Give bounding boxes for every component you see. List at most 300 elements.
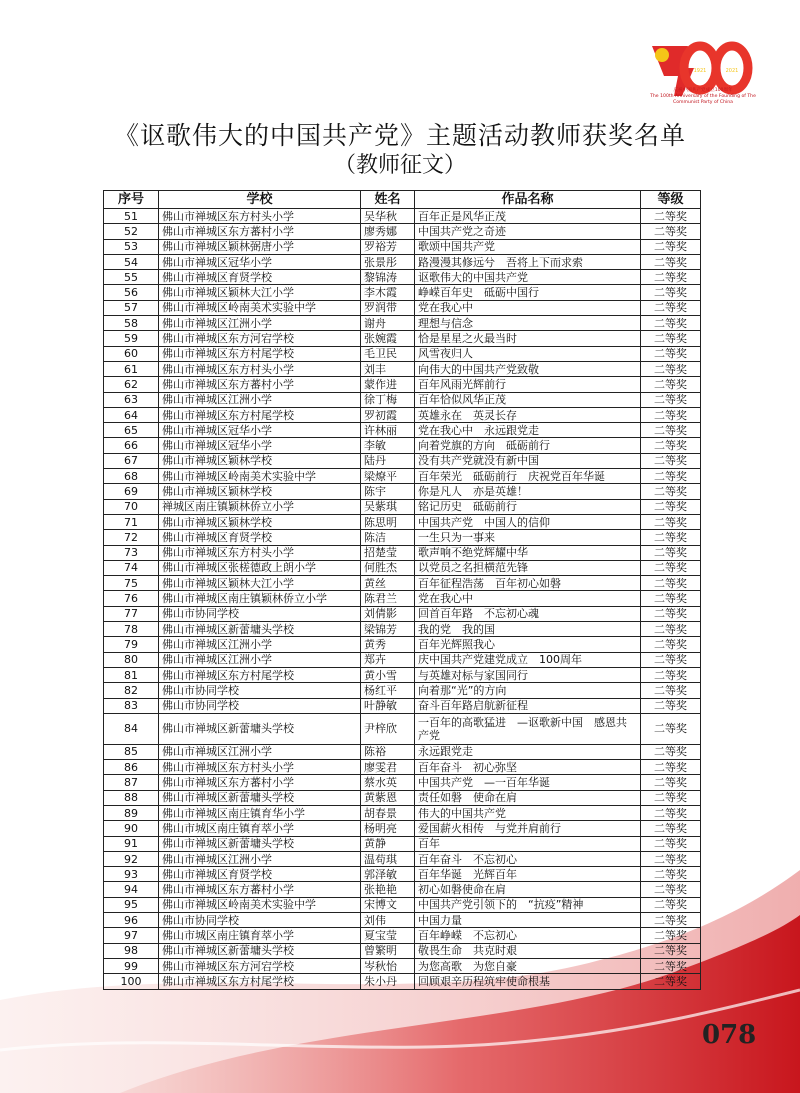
- cell-work: 伟大的中国共产党: [415, 805, 641, 820]
- cell-work: 与英雄对标与家国同行: [415, 667, 641, 682]
- cell-name: 杨红平: [361, 683, 415, 698]
- cell-work: 百年恰似风华正茂: [415, 392, 641, 407]
- cell-index: 90: [104, 821, 159, 836]
- cell-work: 我的党 我的国: [415, 622, 641, 637]
- cell-school: 佛山市禅城区东方蕃村小学: [159, 882, 361, 897]
- cell-work: 党在我心中: [415, 300, 641, 315]
- cell-name: 许林丽: [361, 423, 415, 438]
- table-row: [104, 775, 701, 790]
- cell-index: 57: [104, 300, 159, 315]
- cell-work: 百年奋斗 初心弥坚: [415, 760, 641, 775]
- cell-index: 56: [104, 285, 159, 300]
- table-row: [104, 499, 701, 514]
- table-body: [104, 209, 701, 990]
- table-row: [104, 882, 701, 897]
- cell-name: 黎锦涛: [361, 270, 415, 285]
- table-row: [104, 867, 701, 882]
- cell-level: 二等奖: [641, 392, 701, 407]
- cell-school: 佛山市禅城区江洲小学: [159, 744, 361, 759]
- table-row: [104, 683, 701, 698]
- cell-name: 岑秋怡: [361, 958, 415, 973]
- table-row: [104, 652, 701, 667]
- table-row: [104, 667, 701, 682]
- cell-school: 佛山市禅城区颖林学校: [159, 453, 361, 468]
- table-row: [104, 530, 701, 545]
- cell-work: 庆中国共产党建党成立 100周年: [415, 652, 641, 667]
- cell-name: 黄丝: [361, 576, 415, 591]
- cell-name: 朱小丹: [361, 974, 415, 989]
- cell-name: 谢舟: [361, 316, 415, 331]
- cell-work: 英雄永在 英灵长存: [415, 407, 641, 422]
- cell-index: 96: [104, 913, 159, 928]
- cell-school: 佛山市禅城区岭南美术实验中学: [159, 469, 361, 484]
- table-row: [104, 760, 701, 775]
- cell-work: 一生只为一事来: [415, 530, 641, 545]
- cell-work: 中国力量: [415, 913, 641, 928]
- cell-school: 佛山市禅城区新蕾墉头学校: [159, 622, 361, 637]
- cell-index: 58: [104, 316, 159, 331]
- cell-level: 二等奖: [641, 928, 701, 943]
- table-row: [104, 254, 701, 269]
- cell-school: 佛山市禅城区江洲小学: [159, 652, 361, 667]
- cell-school: 佛山市禅城区岭南美术实验中学: [159, 897, 361, 912]
- cell-index: 66: [104, 438, 159, 453]
- cell-name: 郑卉: [361, 652, 415, 667]
- cell-school: 佛山市禅城区张槎德政上朗小学: [159, 560, 361, 575]
- table-row: [104, 285, 701, 300]
- cell-level: 二等奖: [641, 453, 701, 468]
- cell-work: 路漫漫其修远兮 吾将上下而求索: [415, 254, 641, 269]
- cell-level: 二等奖: [641, 683, 701, 698]
- table-row: [104, 484, 701, 499]
- cell-index: 74: [104, 560, 159, 575]
- table-row: [104, 591, 701, 606]
- cell-name: 罗初霞: [361, 407, 415, 422]
- cell-work: 敬畏生命 共克时艰: [415, 943, 641, 958]
- cell-index: 53: [104, 239, 159, 254]
- cell-name: 宋博文: [361, 897, 415, 912]
- cell-index: 83: [104, 698, 159, 713]
- cell-name: 罗润带: [361, 300, 415, 315]
- cell-work: 永远跟党走: [415, 744, 641, 759]
- cell-index: 64: [104, 407, 159, 422]
- cell-level: 二等奖: [641, 913, 701, 928]
- cell-index: 71: [104, 514, 159, 529]
- table-row: [104, 576, 701, 591]
- table-row: [104, 224, 701, 239]
- cell-school: 佛山市禅城区东方村头小学: [159, 209, 361, 224]
- cell-name: 陈裕: [361, 744, 415, 759]
- cell-school: 佛山市禅城区新蕾墉头学校: [159, 790, 361, 805]
- cell-name: 刘伟: [361, 913, 415, 928]
- table-row: [104, 361, 701, 376]
- cell-school: 佛山市禅城区新蕾墉头学校: [159, 713, 361, 744]
- cell-work: 百年华诞 光辉百年: [415, 867, 641, 882]
- cell-school: 佛山市协同学校: [159, 683, 361, 698]
- table-row: [104, 469, 701, 484]
- cell-name: 陈洁: [361, 530, 415, 545]
- cell-index: 55: [104, 270, 159, 285]
- cell-work: 中国共产党 —一百年华诞: [415, 775, 641, 790]
- table-row: [104, 514, 701, 529]
- cell-name: 陈思明: [361, 514, 415, 529]
- cell-name: 胡春景: [361, 805, 415, 820]
- cell-index: 75: [104, 576, 159, 591]
- table-row: [104, 821, 701, 836]
- cell-work: 恰是星星之火最当时: [415, 331, 641, 346]
- cell-school: 佛山市禅城区江洲小学: [159, 637, 361, 652]
- cell-name: 黄秀: [361, 637, 415, 652]
- cell-index: 87: [104, 775, 159, 790]
- cell-index: 77: [104, 606, 159, 621]
- cell-name: 黄静: [361, 836, 415, 851]
- cell-school: 佛山市禅城区冠华小学: [159, 423, 361, 438]
- table-row: [104, 622, 701, 637]
- cell-school: 佛山市禅城区江洲小学: [159, 851, 361, 866]
- cell-school: 佛山市禅城区东方村头小学: [159, 361, 361, 376]
- cell-name: 蒙作进: [361, 377, 415, 392]
- cell-work: 中国共产党 中国人的信仰: [415, 514, 641, 529]
- cell-level: 二等奖: [641, 545, 701, 560]
- cell-name: 李敏: [361, 438, 415, 453]
- cell-index: 94: [104, 882, 159, 897]
- table-row: [104, 453, 701, 468]
- cell-level: 二等奖: [641, 423, 701, 438]
- cell-level: 二等奖: [641, 760, 701, 775]
- cell-school: 佛山市禅城区颖林大江小学: [159, 576, 361, 591]
- cell-name: 温苟琪: [361, 851, 415, 866]
- cell-name: 叶静敏: [361, 698, 415, 713]
- cell-school: 佛山市禅城区江洲小学: [159, 316, 361, 331]
- cell-index: 92: [104, 851, 159, 866]
- table-row: [104, 637, 701, 652]
- table-row: [104, 316, 701, 331]
- cell-name: 罗裕芳: [361, 239, 415, 254]
- cell-work: 中国共产党引领下的 “抗疫”精神: [415, 897, 641, 912]
- cell-name: 刘倩影: [361, 606, 415, 621]
- cell-index: 82: [104, 683, 159, 698]
- cell-name: 廖秀娜: [361, 224, 415, 239]
- cell-index: 72: [104, 530, 159, 545]
- cell-level: 二等奖: [641, 821, 701, 836]
- cell-level: 二等奖: [641, 300, 701, 315]
- table-row: [104, 928, 701, 943]
- table-row: [104, 407, 701, 422]
- cell-school: 佛山市禅城区东方村尾学校: [159, 974, 361, 989]
- cell-name: 陆丹: [361, 453, 415, 468]
- table-row: [104, 545, 701, 560]
- cell-work: 党在我心中: [415, 591, 641, 606]
- cell-level: 二等奖: [641, 270, 701, 285]
- table-row: [104, 331, 701, 346]
- cell-work: 铭记历史 砥砺前行: [415, 499, 641, 514]
- logo-year-start: 1921: [693, 68, 707, 74]
- table-row: [104, 377, 701, 392]
- table-row: [104, 913, 701, 928]
- cell-school: 佛山市禅城区东方河宕学校: [159, 958, 361, 973]
- cell-level: 二等奖: [641, 652, 701, 667]
- cell-level: 二等奖: [641, 254, 701, 269]
- table-row: [104, 805, 701, 820]
- table-row: [104, 698, 701, 713]
- cell-school: 佛山市禅城区南庄镇颖林侨立小学: [159, 591, 361, 606]
- cell-index: 100: [104, 974, 159, 989]
- cell-level: 二等奖: [641, 713, 701, 744]
- cell-work: 党在我心中 永远跟党走: [415, 423, 641, 438]
- cell-index: 54: [104, 254, 159, 269]
- cell-school: 佛山市城区南庄镇育萃小学: [159, 928, 361, 943]
- header-index: 序号: [104, 191, 159, 209]
- cell-index: 99: [104, 958, 159, 973]
- cell-school: 佛山市禅城区育贤学校: [159, 530, 361, 545]
- cell-name: 夏宝莹: [361, 928, 415, 943]
- cell-work: 初心如磐使命在肩: [415, 882, 641, 897]
- cell-school: 佛山市禅城区东方村头小学: [159, 545, 361, 560]
- cell-work: 一百年的高歌猛进 —讴歌新中国 感恩共产党: [415, 713, 641, 744]
- cell-name: 廖雯君: [361, 760, 415, 775]
- cell-work: 百年风雨光辉前行: [415, 377, 641, 392]
- cell-work: 奋斗百年路启航新征程: [415, 698, 641, 713]
- cell-index: 76: [104, 591, 159, 606]
- table-row: [104, 897, 701, 912]
- cell-school: 佛山市禅城区东方村尾学校: [159, 407, 361, 422]
- cell-level: 二等奖: [641, 239, 701, 254]
- cell-level: 二等奖: [641, 622, 701, 637]
- cell-name: 黄小雪: [361, 667, 415, 682]
- page-subtitle: （教师征文）: [333, 153, 466, 178]
- cell-level: 二等奖: [641, 958, 701, 973]
- cell-name: 杨明亮: [361, 821, 415, 836]
- cell-work: 回顾艰辛历程筑牢使命根基: [415, 974, 641, 989]
- cell-work: 责任如磐 使命在肩: [415, 790, 641, 805]
- cell-work: 回首百年路 不忘初心魂: [415, 606, 641, 621]
- cell-school: 佛山市协同学校: [159, 698, 361, 713]
- cell-level: 二等奖: [641, 346, 701, 361]
- cell-level: 二等奖: [641, 377, 701, 392]
- cell-index: 98: [104, 943, 159, 958]
- cell-index: 62: [104, 377, 159, 392]
- logo-caption-en: The 100th Anniversary of the Founding of The Communist Party of China: [650, 94, 756, 105]
- cell-work: 中国共产党之奇迹: [415, 224, 641, 239]
- cell-level: 二等奖: [641, 790, 701, 805]
- cell-work: 爱国薪火相传 与党并肩前行: [415, 821, 641, 836]
- cell-level: 二等奖: [641, 882, 701, 897]
- cell-index: 51: [104, 209, 159, 224]
- cell-school: 佛山市城区南庄镇育萃小学: [159, 821, 361, 836]
- cell-level: 二等奖: [641, 469, 701, 484]
- cell-work: 歌声响不绝党辉耀中华: [415, 545, 641, 560]
- cell-work: 百年峥嵘 不忘初心: [415, 928, 641, 943]
- cell-level: 二等奖: [641, 851, 701, 866]
- cell-level: 二等奖: [641, 209, 701, 224]
- cell-school: 佛山市禅城区南庄镇育华小学: [159, 805, 361, 820]
- cell-school: 佛山市禅城区东方村尾学校: [159, 667, 361, 682]
- cell-level: 二等奖: [641, 775, 701, 790]
- cell-school: 佛山市禅城区东方河宕学校: [159, 331, 361, 346]
- cell-name: 招楚莹: [361, 545, 415, 560]
- cell-level: 二等奖: [641, 331, 701, 346]
- table-row: [104, 836, 701, 851]
- cell-name: 张景彤: [361, 254, 415, 269]
- cell-index: 73: [104, 545, 159, 560]
- cell-index: 85: [104, 744, 159, 759]
- cell-level: 二等奖: [641, 560, 701, 575]
- cell-level: 二等奖: [641, 637, 701, 652]
- cell-index: 67: [104, 453, 159, 468]
- cell-name: 郭泽敏: [361, 867, 415, 882]
- cell-work: 风雪夜归人: [415, 346, 641, 361]
- table-row: [104, 423, 701, 438]
- table-row: [104, 713, 701, 744]
- cell-name: 尹梓欣: [361, 713, 415, 744]
- cell-school: 佛山市禅城区颖林学校: [159, 514, 361, 529]
- logo-caption-cn: 庆祝中国共产党成立100周年: [673, 88, 733, 93]
- cell-level: 二等奖: [641, 361, 701, 376]
- table-row: [104, 346, 701, 361]
- cell-index: 70: [104, 499, 159, 514]
- cell-index: 80: [104, 652, 159, 667]
- cell-work: 没有共产党就没有新中国: [415, 453, 641, 468]
- table-row: [104, 943, 701, 958]
- cell-level: 二等奖: [641, 667, 701, 682]
- cell-name: 梁燎平: [361, 469, 415, 484]
- cell-level: 二等奖: [641, 407, 701, 422]
- cell-school: 佛山市禅城区东方村头小学: [159, 760, 361, 775]
- cell-index: 63: [104, 392, 159, 407]
- cell-index: 69: [104, 484, 159, 499]
- cell-work: 向伟大的中国共产党致敬: [415, 361, 641, 376]
- cell-school: 佛山市协同学校: [159, 913, 361, 928]
- cell-name: 毛卫民: [361, 346, 415, 361]
- table-row: [104, 606, 701, 621]
- cell-work: 百年征程浩荡 百年初心如磐: [415, 576, 641, 591]
- cell-index: 52: [104, 224, 159, 239]
- cell-name: 张艳艳: [361, 882, 415, 897]
- cell-name: 刘丰: [361, 361, 415, 376]
- cell-work: 百年荣光 砥砺前行 庆祝党百年华诞: [415, 469, 641, 484]
- cell-level: 二等奖: [641, 867, 701, 882]
- cell-level: 二等奖: [641, 224, 701, 239]
- cell-level: 二等奖: [641, 698, 701, 713]
- cell-name: 陈君兰: [361, 591, 415, 606]
- cell-school: 佛山市协同学校: [159, 606, 361, 621]
- cell-work: 向着那“光”的方向: [415, 683, 641, 698]
- cell-work: 为您高歌 为您自豪: [415, 958, 641, 973]
- page-title: 《讴歌伟大的中国共产党》主题活动教师获奖名单: [113, 121, 686, 150]
- table-row: [104, 744, 701, 759]
- cell-school: 禅城区南庄镇颖林侨立小学: [159, 499, 361, 514]
- cell-name: 陈宇: [361, 484, 415, 499]
- cell-level: 二等奖: [641, 530, 701, 545]
- cell-index: 68: [104, 469, 159, 484]
- cell-work: 讴歌伟大的中国共产党: [415, 270, 641, 285]
- cell-name: 徐丁梅: [361, 392, 415, 407]
- cell-level: 二等奖: [641, 744, 701, 759]
- cell-index: 93: [104, 867, 159, 882]
- cell-name: 黄紫恩: [361, 790, 415, 805]
- cell-name: 李木霞: [361, 285, 415, 300]
- cell-level: 二等奖: [641, 484, 701, 499]
- cell-school: 佛山市禅城区新蕾墉头学校: [159, 943, 361, 958]
- table-row: [104, 790, 701, 805]
- header-level: 等级: [641, 191, 701, 209]
- table-row: [104, 392, 701, 407]
- cell-work: 峥嵘百年史 砥砺中国行: [415, 285, 641, 300]
- cell-school: 佛山市禅城区江洲小学: [159, 392, 361, 407]
- cell-level: 二等奖: [641, 438, 701, 453]
- cell-index: 97: [104, 928, 159, 943]
- cell-level: 二等奖: [641, 499, 701, 514]
- cell-school: 佛山市禅城区冠华小学: [159, 438, 361, 453]
- cell-level: 二等奖: [641, 514, 701, 529]
- cell-school: 佛山市禅城区颖林弼唐小学: [159, 239, 361, 254]
- cell-level: 二等奖: [641, 285, 701, 300]
- header-work: 作品名称: [415, 191, 641, 209]
- table-row: [104, 974, 701, 989]
- header-school: 学校: [159, 191, 361, 209]
- cell-work: 百年奋斗 不忘初心: [415, 851, 641, 866]
- cell-index: 79: [104, 637, 159, 652]
- cell-name: 梁锦芳: [361, 622, 415, 637]
- cell-index: 65: [104, 423, 159, 438]
- cell-school: 佛山市禅城区新蕾墉头学校: [159, 836, 361, 851]
- cell-name: 张婉霞: [361, 331, 415, 346]
- logo-year-end: 2021: [725, 68, 739, 74]
- table-row: [104, 239, 701, 254]
- cell-index: 78: [104, 622, 159, 637]
- cell-index: 81: [104, 667, 159, 682]
- cell-level: 二等奖: [641, 805, 701, 820]
- table-row: [104, 209, 701, 224]
- cell-index: 88: [104, 790, 159, 805]
- cell-school: 佛山市禅城区东方蕃村小学: [159, 224, 361, 239]
- cell-school: 佛山市禅城区颖林大江小学: [159, 285, 361, 300]
- cell-index: 86: [104, 760, 159, 775]
- cell-work: 以党员之名担横范先锋: [415, 560, 641, 575]
- cell-name: 吴紫琪: [361, 499, 415, 514]
- cell-school: 佛山市禅城区东方村尾学校: [159, 346, 361, 361]
- page-number: 078: [702, 1020, 757, 1050]
- cell-index: 84: [104, 713, 159, 744]
- cell-name: 曾繁明: [361, 943, 415, 958]
- cell-index: 59: [104, 331, 159, 346]
- table-row: [104, 851, 701, 866]
- cell-work: 百年正是风华正茂: [415, 209, 641, 224]
- cell-level: 二等奖: [641, 836, 701, 851]
- cell-work: 理想与信念: [415, 316, 641, 331]
- cell-name: 蔡水英: [361, 775, 415, 790]
- cell-name: 吴华秋: [361, 209, 415, 224]
- cell-level: 二等奖: [641, 897, 701, 912]
- cell-level: 二等奖: [641, 576, 701, 591]
- cell-index: 61: [104, 361, 159, 376]
- table-row: [104, 958, 701, 973]
- cell-school: 佛山市禅城区东方蕃村小学: [159, 775, 361, 790]
- cell-work: 百年: [415, 836, 641, 851]
- cell-index: 95: [104, 897, 159, 912]
- cell-index: 60: [104, 346, 159, 361]
- cell-index: 91: [104, 836, 159, 851]
- table-row: [104, 270, 701, 285]
- cell-school: 佛山市禅城区育贤学校: [159, 867, 361, 882]
- cell-name: 何胜杰: [361, 560, 415, 575]
- cell-work: 向着党旗的方向 砥砺前行: [415, 438, 641, 453]
- cell-level: 二等奖: [641, 974, 701, 989]
- cell-level: 二等奖: [641, 943, 701, 958]
- cell-index: 89: [104, 805, 159, 820]
- logo-caption: [648, 88, 758, 106]
- cell-school: 佛山市禅城区东方蕃村小学: [159, 377, 361, 392]
